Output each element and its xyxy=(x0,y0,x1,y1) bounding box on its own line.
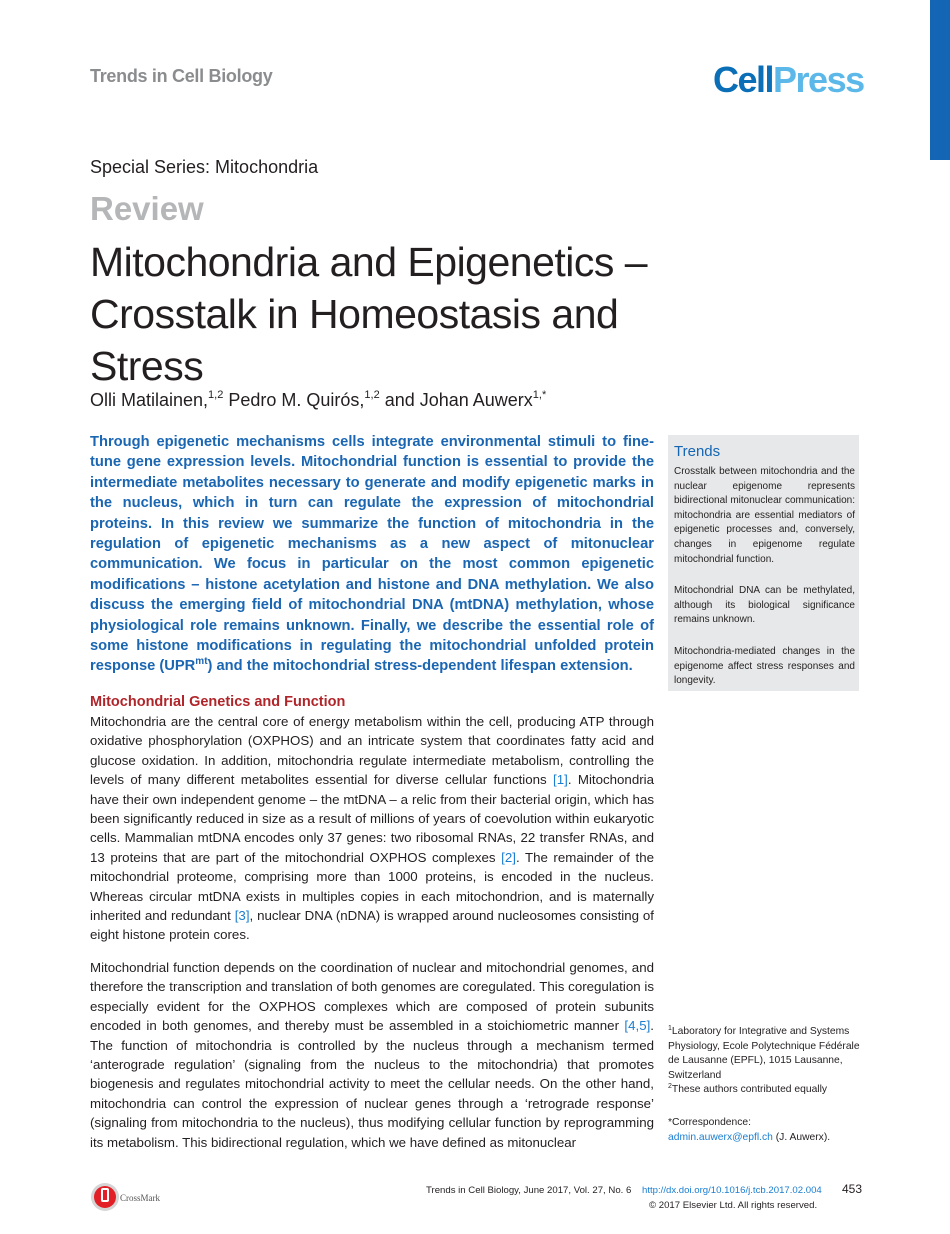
affil-sup-2: 2 xyxy=(668,1083,672,1091)
crossmark-label: CrossMark xyxy=(120,1193,160,1203)
footer-citation: Trends in Cell Biology, June 2017, Vol. 27, No. 6 xyxy=(426,1185,632,1196)
page-number: 453 xyxy=(842,1182,863,1196)
author-3-affil: 1,* xyxy=(532,389,547,401)
article-title: Mitochondria and Epigenetics – Crosstalk in Homeostasis and Stress xyxy=(90,239,648,389)
correspondence xyxy=(668,1116,868,1145)
abstract-text-end: ) and the mitochondrial stress-dependent lifespan extension. xyxy=(207,658,633,675)
author-1[interactable]: Olli Matilainen, xyxy=(90,390,209,410)
author-1-affil: 1,2 xyxy=(208,389,224,401)
abstract-text: Through epigenetic mechanisms cells integrate environmental stimuli to fine-tune gene expression levels. Mitochondrial function is essential to provide the intermediate metabolites necessary to generate and modify epigenetic marks in the nucleus, which in turn can regulate the expression of mitochondrial proteins. In this review we summarize the function of mitochondria in the regulation of epigenetic mechanisms as a new aspect of mitonuclear communication. We focus in particular on the most common epigenetic modifications – histone acetylation and histone and DNA methylation. We also discuss the emerging field of mitochondrial DNA (mtDNA) methylation, whose physiological role remains unknown. Finally, we describe the essential role of some histone modifications in regulating the mitochondrial unfolded protein response (UPR xyxy=(90,434,654,675)
trends-title: Trends xyxy=(674,443,721,460)
p1-text-c: . The remainder of the mitochondrial proteome, comprising more than 1000 proteins, is encoded in the nucleus. Whereas circular mtDNA exists in multiples copies in each mitochondrion, and is maternally inherited and redundant xyxy=(90,849,654,924)
p1-text-a: Mitochondria are the central core of energy metabolism within the cell, producing ATP through oxidative phosphorylation (OXPHOS) and an intricate system that coordinates fatty acid and glucose oxidation. In addition, mitochondria regulate intermediate metabolism, controlling the levels of many different metabolites essential for diverse cellular functions xyxy=(90,714,654,788)
logo-press: Press xyxy=(773,59,864,100)
trends-point-2: Mitochondrial DNA can be methylated, although its biological significance remains unknown. xyxy=(674,585,855,626)
ref-link-2[interactable]: [2] xyxy=(501,849,516,865)
series-label: Special Series: Mitochondria xyxy=(90,157,319,177)
corr-email[interactable]: admin.auwerx@epfl.ch xyxy=(668,1131,773,1143)
cellpress-logo[interactable] xyxy=(713,60,864,100)
affiliations xyxy=(668,1025,868,1098)
article-type: Review xyxy=(90,190,204,227)
corr-name: (J. Auwerx). xyxy=(772,1131,831,1143)
author-2-affil: 1,2 xyxy=(364,389,380,401)
ref-link-4[interactable]: [4,5] xyxy=(624,1018,651,1034)
body-paragraph-1 xyxy=(90,712,654,945)
abstract xyxy=(90,432,654,677)
p1-text-d: , nuclear DNA (nDNA) is wrapped around nucleosomes consisting of eight histone protein cores. xyxy=(90,908,655,943)
author-2[interactable]: Pedro M. Quirós, xyxy=(223,390,365,410)
ref-link-1[interactable]: [1] xyxy=(553,772,568,788)
trends-point-3: Mitochondria-mediated changes in the epigenome affect stress responses and longevity. xyxy=(674,646,855,687)
abstract-sup: mt xyxy=(195,656,208,668)
author-list xyxy=(90,389,546,411)
p1-text-b: . Mitochondria have their own independent genome – the mtDNA – a relic from their bacterial origin, which has been significantly reduced in size as a result of millions of years of coevolution within eukaryotic cells. Mammalian mtDNA encodes only 37 genes: two ribosomal RNAs, 22 transfer RNAs, and 13 proteins that are part of the mitochondrial OXPHOS complexes xyxy=(90,772,654,865)
p2-text-a: Mitochondrial function depends on the coordination of nuclear and mitochondrial genomes, and therefore the transcription and translation of both genomes are coregulated. This coregulation is especially evident for the OXPHOS complexes which are composed of protein subunits encoded in both genomes, and thereby must be assembled in a stoichiometric manner xyxy=(90,960,654,1034)
trends-point-1: Crosstalk between mitochondria and the nuclear epigenome represents bidirectional mitonuclear communication: mitochondria are essential mediators of epigenetic processes and, conversely, changes in epigenome regulate mitochondrial function. xyxy=(674,466,855,565)
footer-doi-link[interactable]: http://dx.doi.org/10.1016/j.tcb.2017.02.004 xyxy=(642,1185,822,1196)
body-paragraph-2 xyxy=(90,958,654,1152)
p2-text-b: . The function of mitochondria is controlled by the nucleus through a mechanism termed ‘anterograde regulation’ (signaling from the nucleus to the mitochondria) that promotes biogenesis and regulates mitochondrial activity to meet the cellular needs. On the other hand, mitochondria can control the expression of nuclear genes through a ‘retrograde response’ (signaling from mitochondria to the nucleus), thus modifying cellular function by reprogramming its metabolism. This bidirectional regulation, which we have defined as mitonuclear xyxy=(90,1018,654,1150)
copyright: © 2017 Elsevier Ltd. All rights reserved. xyxy=(649,1200,818,1211)
journal-name: Trends in Cell Biology xyxy=(90,66,273,86)
brand-side-bar xyxy=(930,0,950,160)
corr-label: *Correspondence: xyxy=(668,1117,751,1128)
section-heading: Mitochondrial Genetics and Function xyxy=(90,694,346,710)
logo-cell: Cell xyxy=(713,59,774,100)
author-3[interactable]: and Johan Auwerx xyxy=(379,390,533,410)
affil-sup-1: 1 xyxy=(668,1025,672,1032)
crossmark-icon[interactable] xyxy=(90,1182,120,1212)
affil-line-1: Laboratory for Integrative and Systems Physiology, Ecole Polytechnique Fédérale de Lausanne (EPFL), 1015 Lausanne, Switzerland xyxy=(668,1026,860,1081)
ref-link-3[interactable]: [3] xyxy=(234,908,250,924)
affil-line-2: These authors contributed equally xyxy=(671,1084,828,1096)
